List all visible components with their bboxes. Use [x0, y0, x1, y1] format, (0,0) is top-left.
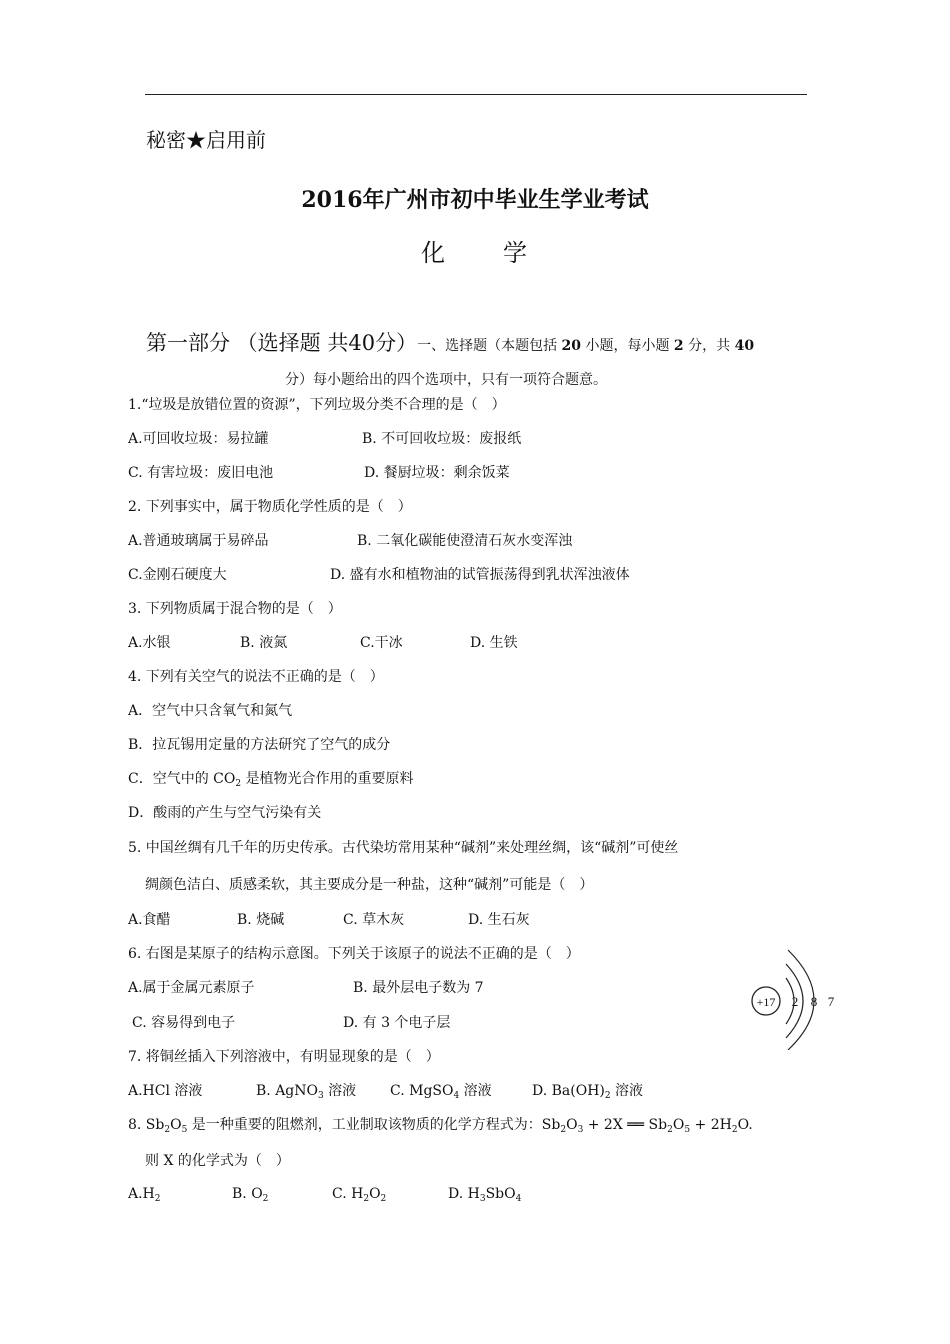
q1-option-d: D. 餐厨垃圾：剩余饭菜 — [364, 465, 510, 481]
header-rule — [145, 94, 807, 95]
atom-shell-3-count: 7 — [827, 994, 835, 1009]
q5-stem-line2: 绸颜色洁白、质感柔软，其主要成分是一种盐，这种“碱剂”可能是（ ） — [145, 877, 594, 893]
q7-stem: 7. 将铜丝插入下列溶液中，有明显现象的是（ ） — [128, 1049, 440, 1065]
q2-option-d: D. 盛有水和植物油的试管振荡得到乳状浑浊液体 — [330, 567, 630, 583]
atom-nucleus-charge: +17 — [756, 995, 776, 1009]
atom-structure-diagram — [748, 940, 843, 1050]
q1-option-b: B. 不可回收垃圾：废报纸 — [362, 431, 522, 447]
q2-option-c: C.金刚石硬度大 — [128, 567, 227, 583]
q7-option-a: A.HCl 溶液 — [128, 1083, 203, 1099]
secret-label: 秘密★启用前 — [146, 128, 266, 152]
q6-stem: 6. 右图是某原子的结构示意图。下列关于该原子的说法不正确的是（ ） — [128, 946, 580, 962]
q4-option-a: A．空气中只含氧气和氮气 — [128, 703, 293, 719]
q6-option-b: B. 最外层电子数为 7 — [353, 980, 484, 996]
q3-option-a: A.水银 — [128, 635, 171, 651]
q8-option-a: $A.H_2$ — [128, 1186, 161, 1204]
q6-option-a: A.属于金属元素原子 — [128, 980, 255, 996]
atom-shell-2-count: 8 — [810, 994, 818, 1009]
q3-option-b: B. 液氮 — [240, 635, 288, 651]
q5-option-c: C. 草木灰 — [343, 912, 405, 928]
q8-option-c: C. $H_2O_2$ — [332, 1186, 387, 1204]
q1-option-c: C. 有害垃圾：废旧电池 — [128, 465, 274, 481]
q1-stem: 1.“垃圾是放错位置的资源”，下列垃圾分类不合理的是（ ） — [128, 397, 506, 413]
q4-option-b: B．拉瓦锡用定量的方法研究了空气的成分 — [128, 737, 391, 753]
part1-instructions-line2: 分）每小题给出的四个选项中，只有一项符合题意。 — [285, 372, 607, 388]
q3-option-d: D. 生铁 — [470, 635, 518, 651]
q7-option-c: C. MgSO$_4$ 溶液 — [390, 1083, 492, 1101]
q5-option-d: D. 生石灰 — [468, 912, 530, 928]
q8-option-b: B. $O_2$ — [232, 1186, 269, 1204]
q4-option-c: C．空气中的 $CO_2$ 是植物光合作用的重要原料 — [128, 771, 414, 789]
q8-option-d: D. $H_3SbO_4$ — [448, 1186, 522, 1204]
subject-title: 化 学 — [421, 239, 529, 267]
q8-stem-line1: 8. $Sb_2O_5$ 是一种重要的阻燃剂，工业制取该物质的化学方程式为：$Sb_2O_3 + 2X$ ══ $Sb_2O_5 + 2H_2O$. — [128, 1117, 753, 1135]
q2-option-a: A.普通玻璃属于易碎品 — [128, 533, 269, 549]
q6-option-d: D. 有 3 个电子层 — [343, 1015, 451, 1031]
q4-option-d: D．酸雨的产生与空气污染有关 — [128, 805, 322, 821]
part1-instructions: 一、选择题（本题包括 20 小题，每小题 2 分，共 40 — [417, 338, 755, 354]
q7-option-d: D. $Ba(OH)_2$ 溶液 — [532, 1083, 644, 1101]
q2-option-b: B. 二氧化碳能使澄清石灰水变浑浊 — [357, 533, 573, 549]
q5-stem-line1: 5. 中国丝绸有几千年的历史传承。古代染坊常用某种“碱剂”来处理丝绸，该“碱剂”可使丝 — [128, 840, 679, 856]
q5-option-b: B. 烧碱 — [237, 912, 285, 928]
q3-stem: 3. 下列物质属于混合物的是（ ） — [128, 601, 342, 617]
atom-shell-1-count: 2 — [791, 994, 799, 1009]
q2-stem: 2. 下列事实中，属于物质化学性质的是（ ） — [128, 499, 412, 515]
q6-option-c: C. 容易得到电子 — [132, 1015, 236, 1031]
q1-option-a: A.可回收垃圾：易拉罐 — [128, 431, 269, 447]
q3-option-c: C.干冰 — [360, 635, 403, 651]
part1-heading: 第一部分 （选择题 共40分）一、选择题（本题包括 20 小题，每小题 2 分，共 40 — [146, 331, 755, 355]
q8-stem-line2: 则 X 的化学式为（ ） — [145, 1153, 290, 1169]
exam-title: 2016年广州市初中毕业生学业考试 — [301, 187, 649, 213]
q5-option-a: A.食醋 — [128, 912, 171, 928]
q7-option-b: B. AgNO$_3$ 溶液 — [256, 1083, 357, 1101]
q4-stem: 4. 下列有关空气的说法不正确的是（ ） — [128, 669, 384, 685]
